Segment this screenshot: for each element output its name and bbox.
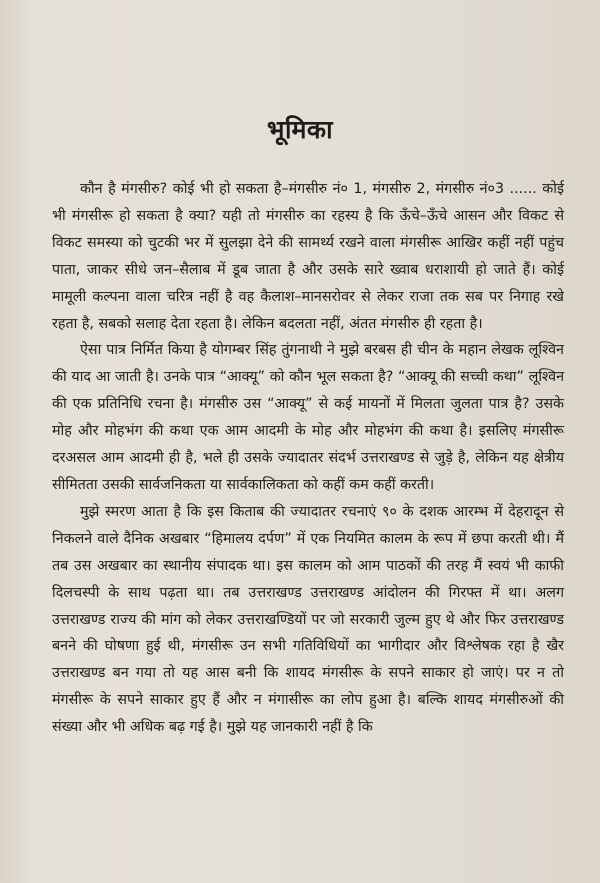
- paragraph-2: ऐसा पात्र निर्मित किया है योगम्बर सिंह तुंगनाथी ने मुझे बरबस ही चीन के महान लेखक लूश्विन की याद आ जाती है। उनके पात्र “आक्यू” को कौन भूल सकता है? “आक्यू की सच्ची कथा” लूश्विन की एक प्रतिनिधि रचना है। मंगसीरु उस “आक्यू” से कई मायनों में मिलता जुलता पात्र है? उसके मोह और मोहभंग की कथा एक आम आदमी के मोह और मोहभंग की कथा है। इसलिए मंगसीरू दरअसल आम आदमी ही है, भले ही उसके ज्यादातर संदर्भ उत्तराखण्ड से जुड़े है, लेकिन यह क्षेत्रीय सीमितता उसकी सार्वजनिकता या सार्वकालिकता को कहीं कम कहीं करती।: [52, 342, 564, 493]
- preface-body: [52, 176, 564, 741]
- page-title: भूमिका: [266, 115, 334, 144]
- paragraph-3: मुझे स्मरण आता है कि इस किताब की ज्यादातर रचनाएं ९० के दशक आरम्भ में देहरादून से निकलने वाले दैनिक अखबार “हिमालय दर्पण” में एक नियमित कालम के रूप में छपा करती थी। मैं तब उस अखबार का स्थानीय संपादक था। इस कालम को आम पाठकों की तरह मैं स्वयं भी काफी दिलचस्पी के साथ पढ़ता था। तब उत्तराखण्ड उत्तराखण्ड आंदोलन की गिरफ्त में था। अलग उत्तराखण्ड राज्य की मांग को लेकर उत्तराखण्डियों पर जो सरकारी जुल्म हुए थे और फिर उत्तराखण्ड बनने की घोषणा हुई थी, मंगसीरू उन सभी गतिविधियों का भागीदार और विश्लेषक रहा है खैर उत्तराखण्ड बन गया तो यह आस बनी कि शायद मंगसीरू के सपने साकार हो जाएं। पर न तो मंगसीरू के सपने साकार हुए हैं और न मंगासीरू का लोप हुआ है। बल्कि शायद मंगसीरुओं की संख्या और भी अधिक बढ़ गई है। मुझे यह जानकारी नहीं है कि: [52, 503, 564, 736]
- paragraph-1: कौन है मंगसीरु? कोई भी हो सकता है–मंगसीरु नं० 1, मंगसीरु 2, मंगसीरु नं०3 ...... कोई भी मंगसीरू हो सकता है क्या? यही तो मंगसीरु का रहस्य है कि ऊँचे–ऊँचे आसन और विकट से विकट समस्या को चुटकी भर में सुलझा देने की सामर्थ्य रखने वाला मंगसीरू आखिर कहीं नहीं पहुंच पाता, जाकर सीधे जन–सैलाब में डूब जाता है और उसके सारे ख्वाब धराशायी हो जाते हैं। कोई मामूली कल्पना वाला चरित्र नहीं है वह कैलाश–मानसरोवर से लेकर राजा तक सब पर निगाह रखे रहता है, सबको सलाह देता रहता है। लेकिन बदलता नहीं, अंतत मंगसीरु ही रहता है।: [52, 181, 564, 332]
